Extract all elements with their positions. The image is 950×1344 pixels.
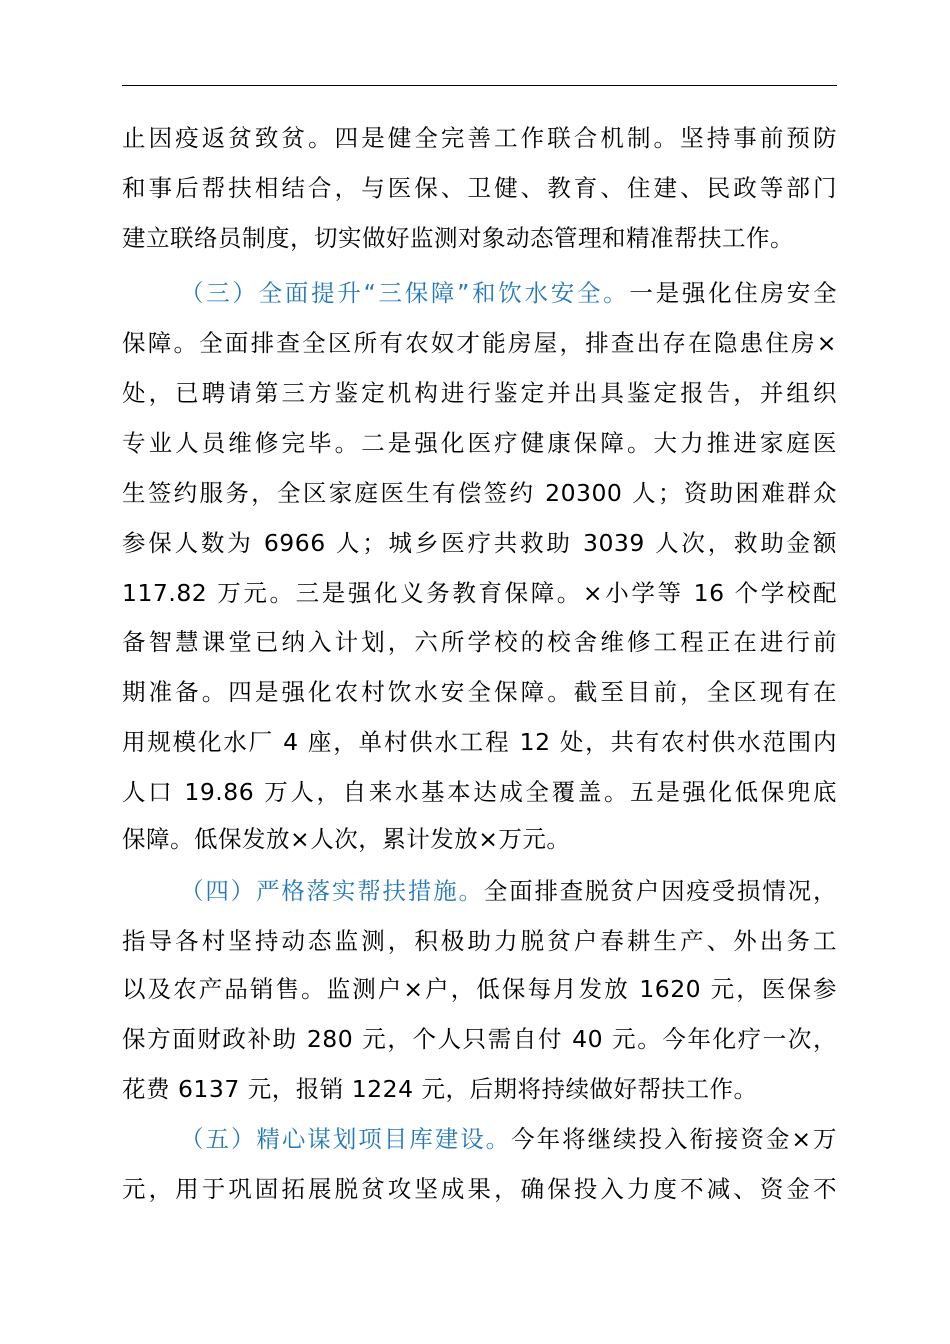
text-line: 花费 6137 元，报销 1224 元，后期将持续做好帮扶工作。: [122, 1075, 758, 1103]
text-line: 保障。低保发放×人次，累计发放×万元。: [122, 825, 571, 853]
text-line: 建立联络员制度，切实做好监测对象动态管理和精准帮扶工作。: [122, 224, 794, 252]
section-heading-4: （四）严格落实帮扶措施。: [180, 877, 484, 905]
header-rule: [122, 85, 837, 86]
text-line: 和事后帮扶相结合，与医保、卫健、教育、住建、民政等部门: [122, 174, 837, 202]
text-line: 元，用于巩固拓展脱贫攻坚成果，确保投入力度不减、资金不: [122, 1175, 837, 1203]
paragraph-line-section-5: [180, 1122, 837, 1156]
text-line: 专业人员维修完毕。二是强化医疗健康保障。大力推进家庭医: [122, 429, 837, 457]
paragraph-line-section-3: [180, 276, 837, 310]
text-line: 处，已聘请第三方鉴定机构进行鉴定并出具鉴定报告，并组织: [122, 379, 837, 407]
text-span: 一是强化住房安全: [629, 279, 838, 307]
section-heading-3: （三）全面提升“三保障”和饮水安全。: [180, 279, 630, 307]
section-heading-5: （五）精心谋划项目库建设。: [180, 1125, 512, 1153]
text-line: 保障。全面排查全区所有农奴才能房屋，排查出存在隐患住房×: [122, 329, 837, 357]
paragraph-line-section-4: [180, 874, 837, 908]
text-span: 全面排查脱贫户因疫受损情况，: [483, 877, 838, 905]
text-line: 参保人数为 6966 人；城乡医疗共救助 3039 人次，救助金额: [122, 529, 837, 557]
text-line: 保方面财政补助 280 元，个人只需自付 40 元。今年化疗一次，: [122, 1025, 837, 1053]
text-line: 以及农产品销售。监测户×户，低保每月发放 1620 元，医保参: [122, 975, 837, 1003]
text-line: 备智慧课堂已纳入计划，六所学校的校舍维修工程正在进行前: [122, 628, 837, 656]
text-line: 人口 19.86 万人，自来水基本达成全覆盖。五是强化低保兜底: [122, 778, 837, 806]
text-span: 今年将继续投入衔接资金×万: [511, 1125, 837, 1153]
text-line: 止因疫返贫致贫。四是健全完善工作联合机制。坚持事前预防: [122, 124, 837, 152]
text-line: 期准备。四是强化农村饮水安全保障。截至目前，全区现有在: [122, 678, 837, 706]
text-line: 用规模化水厂 4 座，单村供水工程 12 处，共有农村供水范围内: [122, 728, 837, 756]
text-line: 117.82 万元。三是强化义务教育保障。×小学等 16 个学校配: [122, 579, 837, 607]
text-line: 生签约服务，全区家庭医生有偿签约 20300 人；资助困难群众: [122, 479, 837, 507]
text-line: 指导各村坚持动态监测，积极助力脱贫户春耕生产、外出务工: [122, 927, 837, 955]
